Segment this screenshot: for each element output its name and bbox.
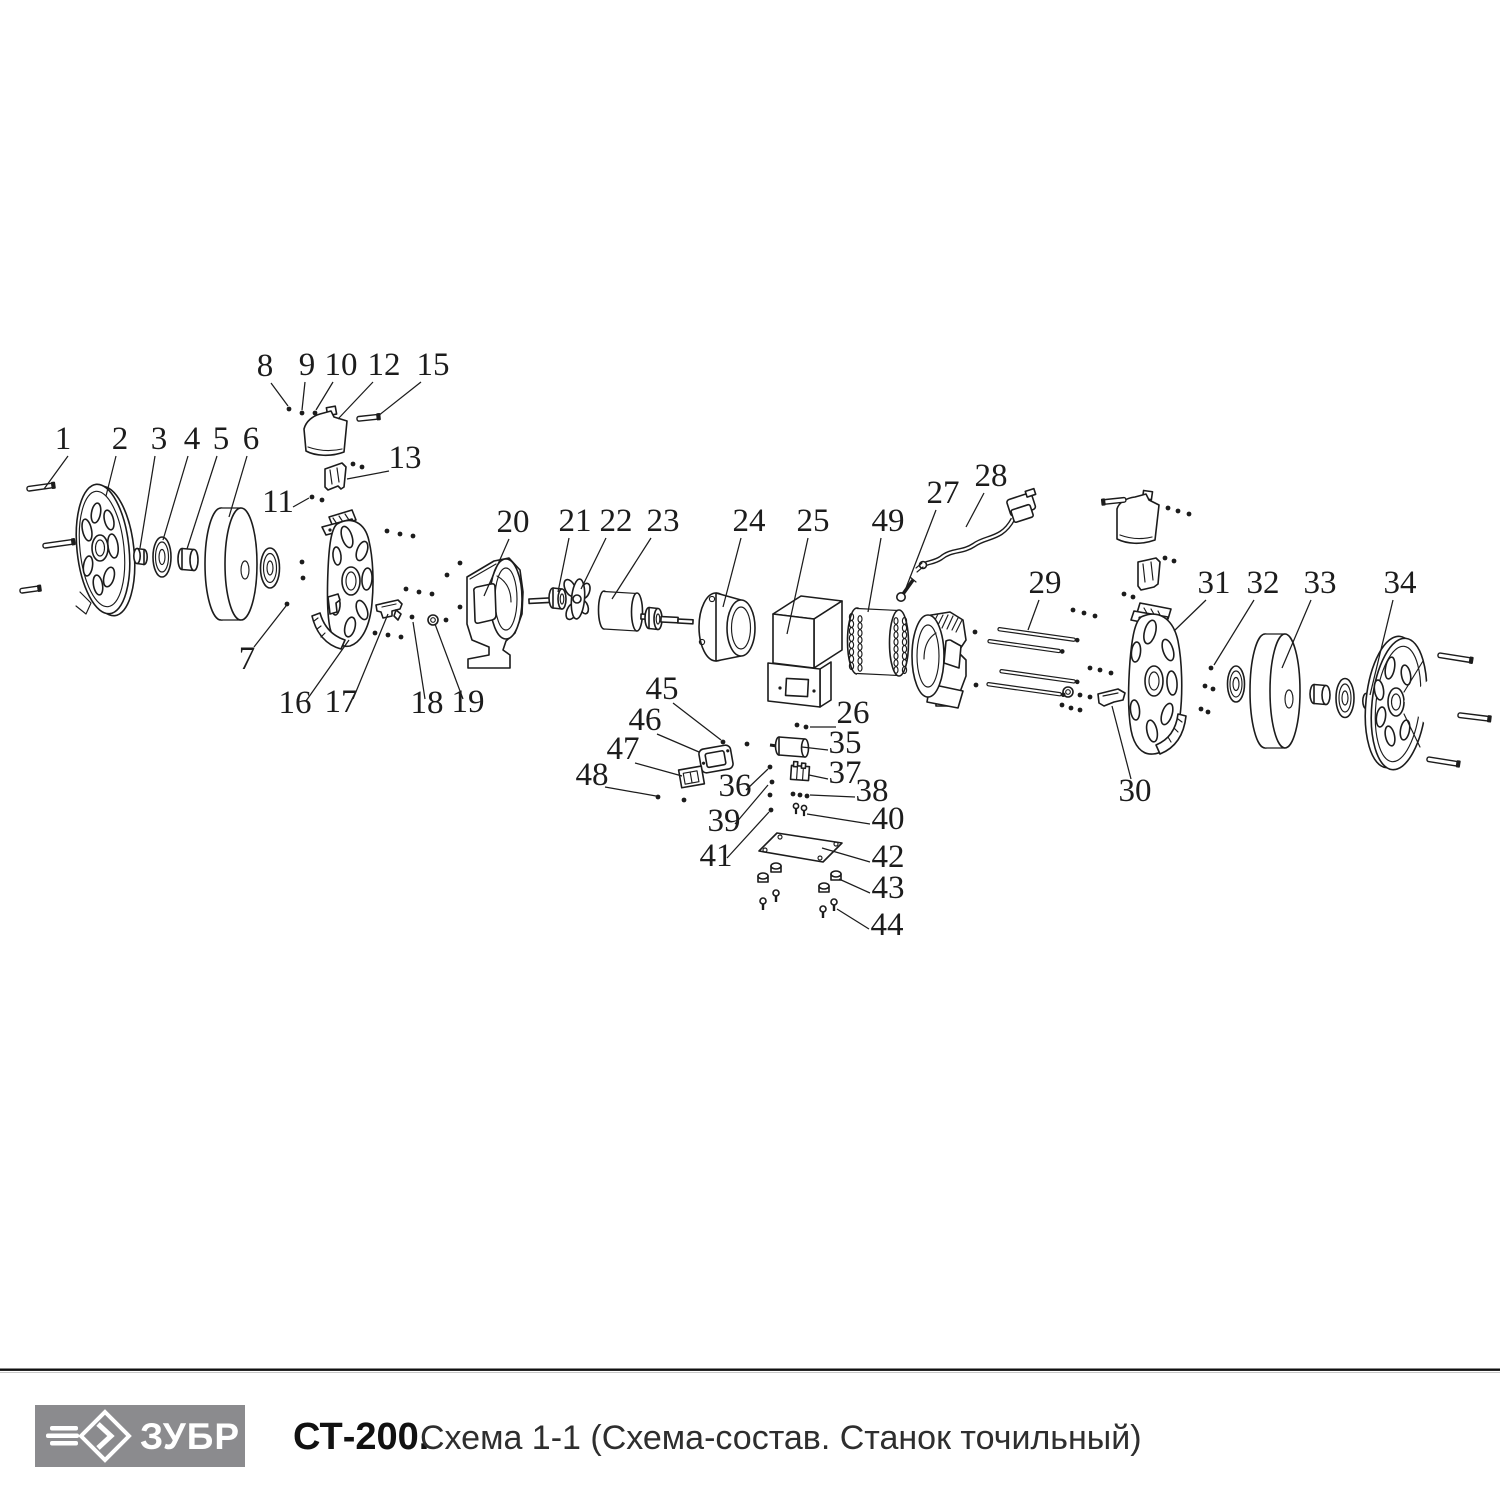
fastener-dot [410, 615, 415, 620]
fastener-dot [458, 605, 463, 610]
rotor-shaft-assembly [529, 578, 693, 631]
fastener-dot [1199, 707, 1204, 712]
end-bell-right [912, 612, 966, 708]
leader-line-49 [868, 538, 881, 612]
part-number-35: 35 [828, 725, 862, 761]
fastener-dot [1166, 506, 1171, 511]
fastener-dot [721, 740, 726, 745]
part-19-nut [428, 615, 438, 625]
bolt [357, 413, 381, 423]
part-number-12: 12 [367, 347, 401, 383]
fastener-dot [360, 465, 365, 470]
tie-rod [1000, 669, 1080, 685]
fastener-dot [770, 780, 775, 785]
part-number-20: 20 [496, 504, 530, 540]
part-number-24: 24 [732, 503, 766, 539]
fastener-dot [973, 630, 978, 635]
fastener-dot [745, 742, 750, 747]
bearing-rear [645, 608, 662, 630]
part-number-34: 34 [1383, 565, 1417, 601]
fastener-dot [301, 576, 306, 581]
leader-line-31 [1174, 600, 1206, 631]
fastener-dot [1078, 693, 1083, 698]
part-number-49: 49 [871, 503, 905, 539]
part-number-9: 9 [298, 347, 316, 383]
part-number-44: 44 [870, 907, 904, 943]
part-number-47: 47 [606, 731, 640, 767]
part-number-1: 1 [54, 421, 72, 457]
leader-line-29 [1028, 600, 1039, 630]
part-3-nut [134, 549, 147, 565]
fastener-dot [320, 498, 325, 503]
leader-line-48 [605, 787, 656, 796]
part-27-cable-gland [897, 577, 916, 601]
part-44-foot-screws [760, 890, 837, 918]
fastener-dot [1203, 684, 1208, 689]
fastener-dot [1078, 708, 1083, 713]
fastener-dot [769, 808, 774, 813]
fastener-dot [804, 725, 809, 730]
leader-line-37 [809, 775, 828, 779]
bushing-right [1310, 685, 1330, 705]
fastener-dot [444, 618, 449, 623]
fastener-dot [1163, 556, 1168, 561]
fastener-dot [1131, 595, 1136, 600]
fastener-dot [300, 560, 305, 565]
bolt [42, 538, 75, 550]
footer-separator [0, 1369, 1500, 1371]
fastener-dot [682, 798, 687, 803]
fastener-dot [974, 683, 979, 688]
leader-line-38 [810, 795, 855, 797]
fastener-dot [445, 573, 450, 578]
leader-line-8 [271, 383, 288, 406]
part-number-28: 28 [974, 458, 1008, 494]
part-number-37: 37 [828, 755, 862, 791]
leader-line-3 [140, 456, 155, 548]
fastener-dot [805, 794, 810, 799]
part-43-rubber-feet [758, 863, 841, 892]
part-number-42: 42 [871, 839, 905, 875]
leader-line-23 [612, 538, 651, 599]
fastener-dot [1206, 710, 1211, 715]
tie-rod [998, 627, 1080, 643]
fastener-dot [1093, 614, 1098, 619]
part-37-terminal-block [791, 761, 810, 780]
leader-line-44 [837, 909, 869, 929]
leader-line-7 [254, 606, 286, 647]
fastener-dot [768, 765, 773, 770]
part-20-end-bell-left [467, 558, 523, 668]
part-number-43: 43 [871, 870, 905, 906]
leader-line-13 [347, 471, 389, 479]
fastener-dot [417, 590, 422, 595]
part-number-30: 30 [1118, 773, 1152, 809]
bolt [1437, 651, 1473, 664]
bolt [1426, 755, 1460, 767]
fastener-dot [768, 793, 773, 798]
part-number-25: 25 [796, 503, 830, 539]
fastener-dot [385, 529, 390, 534]
leader-line-11 [293, 498, 309, 507]
part-number-8: 8 [256, 348, 274, 384]
part-number-5: 5 [212, 421, 230, 457]
fastener-dot [798, 793, 803, 798]
part-number-4: 4 [183, 421, 201, 457]
part-42-base-plate [759, 833, 842, 862]
part-23-rotor [599, 591, 643, 631]
bolt [1458, 711, 1492, 722]
leader-line-40 [807, 814, 870, 824]
leader-line-12 [338, 382, 373, 419]
footer-title-description: Схема 1-1 (Схема-состав. Станок точильный) [420, 1419, 1142, 1457]
leader-line-1 [44, 456, 68, 489]
part-number-10: 10 [324, 347, 358, 383]
fastener-dot [795, 723, 800, 728]
fastener-dot [1060, 703, 1065, 708]
part-13-shield-bracket-left [325, 463, 346, 490]
bolt [19, 584, 41, 594]
leader-line-22 [581, 538, 606, 589]
fastener-dot [386, 633, 391, 638]
part-number-13: 13 [388, 440, 422, 476]
fastener-dot [313, 411, 318, 416]
bolt [26, 481, 55, 492]
part-number-41: 41 [699, 838, 733, 874]
zubr-logo-text: ЗУБР [140, 1416, 241, 1457]
fastener-dot [1098, 668, 1103, 673]
part-49-stator [848, 608, 909, 676]
footer [0, 1369, 1500, 1468]
leader-line-43 [839, 879, 870, 893]
fastener-dot [1071, 608, 1076, 613]
fastener-dot [1187, 512, 1192, 517]
part-number-18: 18 [410, 685, 444, 721]
part-number-19: 19 [451, 684, 485, 720]
part-number-45: 45 [645, 671, 679, 707]
part-17-guard-clamp-left [376, 600, 402, 620]
fastener-dot [458, 561, 463, 566]
leader-line-9 [302, 382, 305, 410]
part-21-bearing-front [549, 588, 566, 609]
part-number-6: 6 [242, 421, 260, 457]
part-16-wheel-guard-left [312, 510, 373, 649]
part-5-bushing [178, 549, 198, 571]
fastener-dot [1176, 509, 1181, 514]
leader-line-30 [1112, 706, 1131, 779]
fastener-dot [398, 532, 403, 537]
fastener-dot [1172, 559, 1177, 564]
part-40-screws [793, 803, 806, 816]
leader-line-10 [316, 382, 333, 410]
fastener-dot [399, 635, 404, 640]
part-12-eye-shield-left [304, 406, 347, 455]
part-number-29: 29 [1028, 565, 1062, 601]
part-number-7: 7 [238, 641, 256, 677]
part-number-21: 21 [558, 503, 592, 539]
fastener-dot [1069, 706, 1074, 711]
part-number-32: 32 [1246, 565, 1280, 601]
part-number-36: 36 [718, 768, 752, 804]
shield-bracket-right [1138, 558, 1160, 590]
flange-washer-inner-left [261, 548, 280, 588]
fastener-dot [430, 592, 435, 597]
part-number-33: 33 [1303, 565, 1337, 601]
part-number-27: 27 [926, 475, 960, 511]
part-number-16: 16 [278, 685, 312, 721]
leader-line-47 [635, 763, 682, 776]
fastener-dot [285, 602, 290, 607]
flange-washer-outer-right [1336, 679, 1354, 718]
part-2-wheel-cover-left [70, 482, 140, 619]
flange-washer-inner-right [1228, 666, 1245, 702]
part-number-2: 2 [111, 421, 129, 457]
fastener-dot [411, 534, 416, 539]
part-number-22: 22 [599, 503, 633, 539]
fastener-dot [791, 792, 796, 797]
leader-line-45 [673, 703, 721, 740]
part-24-bearing-holder [699, 593, 755, 661]
fastener-dot [351, 462, 356, 467]
part-number-26: 26 [836, 695, 870, 731]
leader-line-28 [966, 493, 984, 527]
fastener-dot [1209, 666, 1214, 671]
part-number-15: 15 [416, 347, 450, 383]
part-number-31: 31 [1197, 565, 1231, 601]
leader-line-15 [378, 382, 421, 416]
part-number-17: 17 [324, 684, 358, 720]
fastener-dot [310, 495, 315, 500]
leader-line-27 [906, 510, 936, 588]
part-25-center-cover [768, 596, 842, 707]
part-6-grinding-wheel-left [205, 508, 257, 620]
part-number-46: 46 [628, 702, 662, 738]
fastener-dot [1122, 592, 1127, 597]
fastener-dot [1109, 671, 1114, 676]
part-31-wheel-guard-right [1129, 603, 1186, 754]
fastener-dot [1082, 611, 1087, 616]
part-number-48: 48 [575, 757, 609, 793]
part-33-grinding-wheel-right [1250, 634, 1300, 748]
part-number-11: 11 [262, 484, 294, 520]
fastener-dot [1088, 666, 1093, 671]
fastener-dot [1211, 687, 1216, 692]
part-number-3: 3 [150, 421, 168, 457]
part-number-23: 23 [646, 503, 680, 539]
tie-rod [987, 682, 1066, 698]
fastener-dot [300, 411, 305, 416]
part-47-switch-plate [679, 766, 705, 788]
fastener-dot [287, 407, 292, 412]
part-30-guard-clamp-right [1098, 689, 1125, 706]
footer-title-model: СТ-200. [293, 1416, 430, 1458]
leader-line-46 [657, 734, 699, 752]
part-4-flange-washer [153, 537, 171, 577]
fastener-dot [1088, 695, 1093, 700]
part-number-39: 39 [707, 803, 741, 839]
wheel-cover-right [1359, 634, 1440, 773]
leader-line-4 [163, 456, 188, 540]
tie-rod [988, 639, 1065, 654]
fastener-dot [404, 587, 409, 592]
leader-line-32 [1214, 600, 1254, 665]
part-number-38: 38 [855, 773, 889, 809]
fastener-dot [373, 631, 378, 636]
part-number-40: 40 [871, 801, 905, 837]
fastener-dot [656, 795, 661, 800]
